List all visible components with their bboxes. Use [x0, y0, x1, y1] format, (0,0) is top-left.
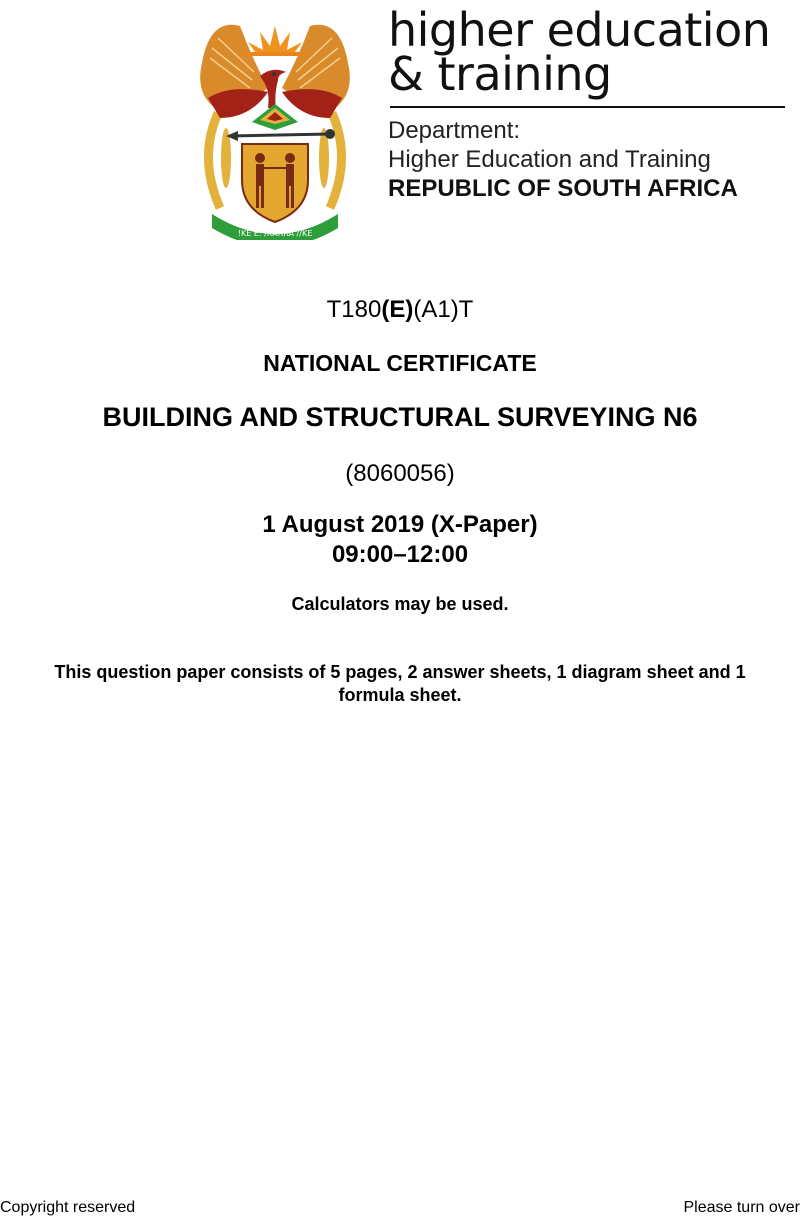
paper-code-suffix: (A1)T	[413, 296, 474, 323]
calculator-notice: Calculators may be used.	[291, 594, 509, 614]
paper-code-prefix: T180	[326, 296, 382, 323]
exam-date-block	[0, 510, 800, 570]
department-label: Department:	[388, 117, 521, 144]
brand-divider	[390, 106, 785, 108]
copyright-footer: Copyright reserved	[0, 1199, 136, 1216]
svg-text:!KE E: /XARRA //KE: !KE E: /XARRA //KE	[237, 229, 313, 238]
paper-code-language: (E)	[381, 296, 414, 323]
department-name: Higher Education and Training	[388, 146, 711, 173]
country-name: REPUBLIC OF SOUTH AFRICA	[388, 175, 738, 202]
turn-over-footer: Please turn over	[683, 1199, 800, 1216]
subject-title: BUILDING AND STRUCTURAL SURVEYING N6	[102, 402, 698, 432]
department-logo-text	[388, 3, 788, 204]
certificate-title: NATIONAL CERTIFICATE	[263, 350, 537, 376]
exam-date: 1 August 2019 (X-Paper)	[262, 511, 538, 538]
subject-code: (8060056)	[345, 460, 455, 487]
paper-contents-notice: This question paper consists of 5 pages, 2 answer sheets, 1 diagram sheet and 1 formula sheet.	[54, 662, 746, 705]
paper-code	[0, 296, 800, 324]
coat-of-arms-icon	[190, 18, 360, 240]
exam-time: 09:00–12:00	[331, 541, 469, 568]
brand-line-1: higher education	[388, 3, 771, 57]
brand-line-2: & training	[388, 47, 612, 101]
